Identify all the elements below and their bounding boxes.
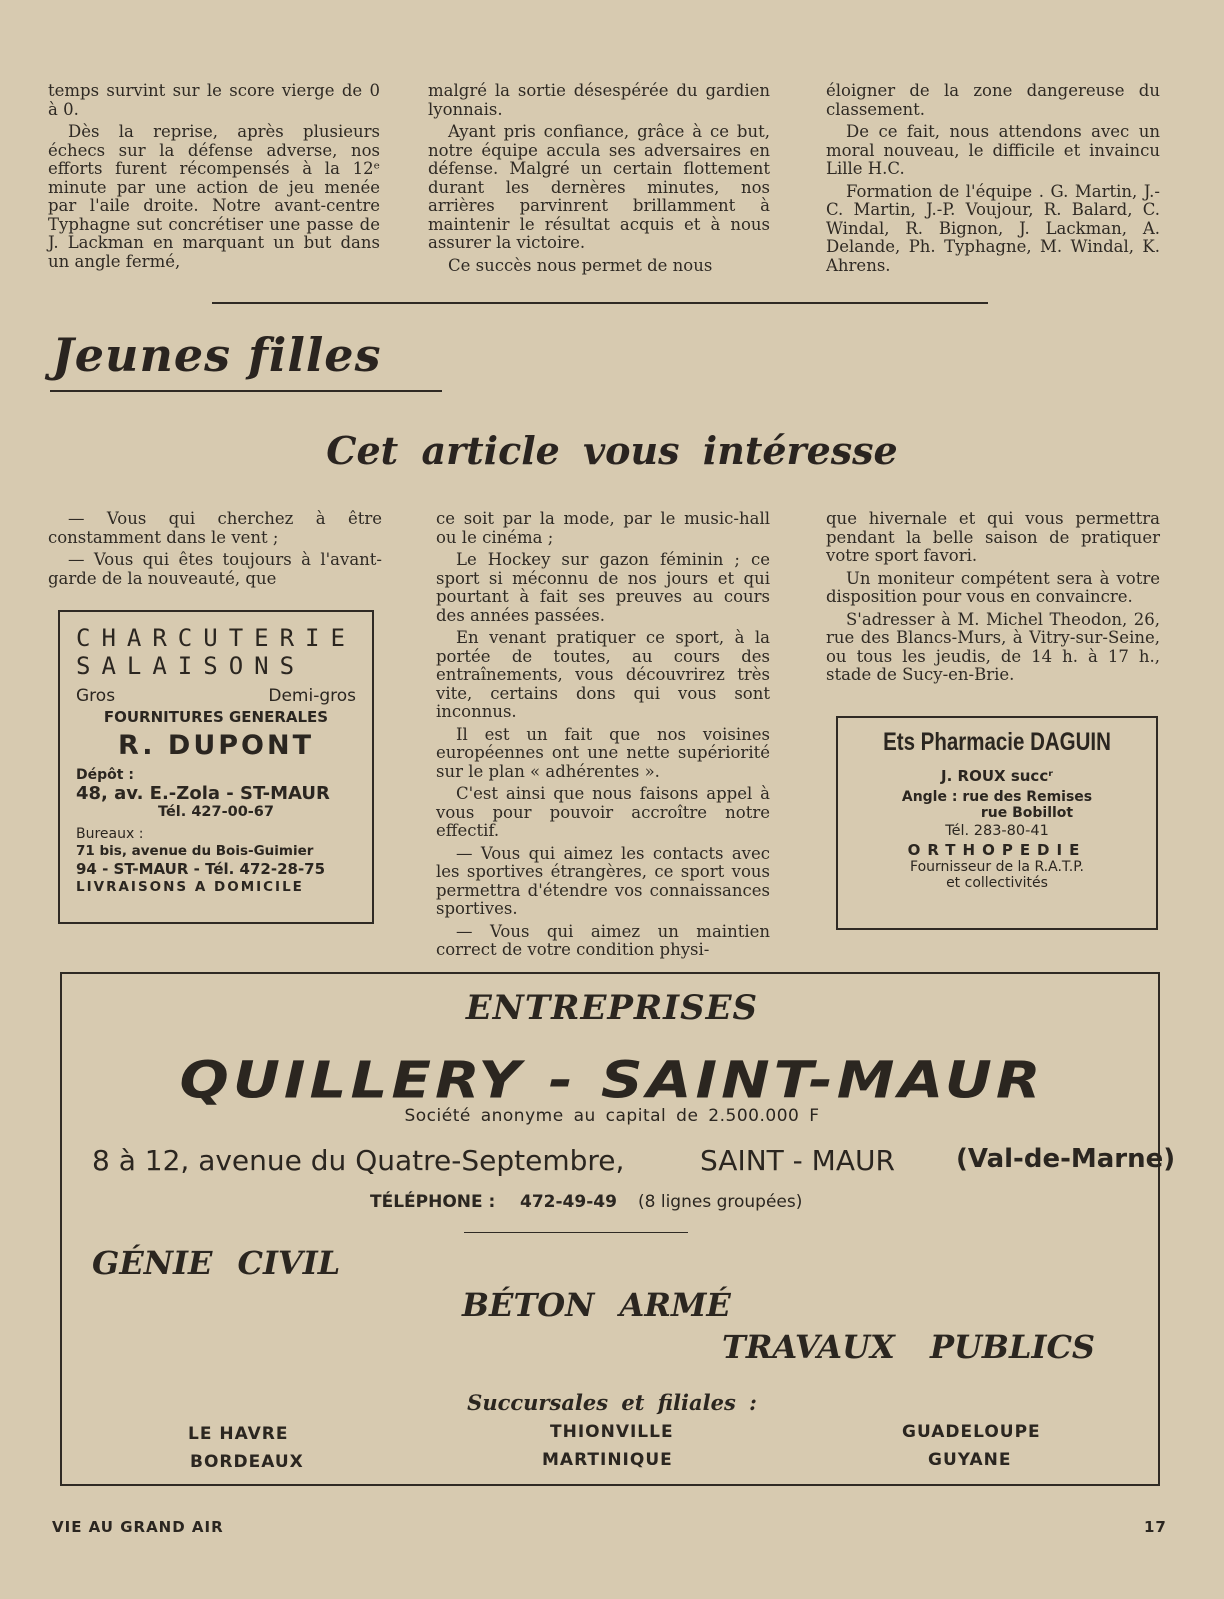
paragraph: Un moniteur compétent sera à votre disposition pour vous en convaincre. <box>826 568 1160 606</box>
paragraph: que hivernale et qui vous permettra pendant la belle saison de pratiquer votre sport favori. <box>826 509 1160 565</box>
ad-demi-gros: Demi-gros <box>268 686 356 706</box>
title-underline <box>50 390 442 392</box>
ad-tel: Tél. 427-00-67 <box>158 804 274 820</box>
paragraph: Ayant pris confiance, grâce à ce but, notre équipe accula ses adversaires en défense. Malgré un certain flottement durant les dernères minutes, nos arrières parvinrent brillamment à maintenir le résultat acquis et à nous assurer la victoire. <box>428 122 770 252</box>
ad-depot: Dépôt : <box>76 767 134 783</box>
ad-address: 48, av. E.-Zola - ST-MAUR <box>76 783 330 804</box>
footer-magazine: VIE AU GRAND AIR <box>52 1518 224 1536</box>
ad-row-gros <box>76 686 356 706</box>
paragraph: éloigner de la zone dangereuse du classement. <box>826 81 1160 119</box>
ad-line-salaisons: SALAISONS <box>76 652 306 680</box>
page-number: 17 <box>1144 1518 1167 1536</box>
ad-city-thionville: THIONVILLE <box>550 1422 674 1442</box>
article-column-1 <box>48 510 382 592</box>
paragraph: C'est ainsi que nous faisons appel à vous pour pouvoir accroître notre effectif. <box>436 784 770 840</box>
ad-fournitures: FOURNITURES GENERALES <box>103 708 329 726</box>
ad-f1: Fournisseur de la R.A.T.P. <box>910 859 1084 875</box>
paragraph: — Vous qui êtes toujours à l'avant-garde de la nouveauté, que <box>48 550 382 588</box>
ad-beton: BÉTON ARMÉ <box>462 1286 731 1324</box>
top-column-3 <box>826 82 1160 279</box>
ad-pharma-tel: Tél. 283-80-41 <box>945 823 1049 839</box>
paragraph: Le Hockey sur gazon féminin ; ce sport si méconnu de nos jours et qui pourtant à fait ses preuves au cours des années passées. <box>436 550 770 625</box>
ad-city-martinique: MARTINIQUE <box>542 1450 673 1470</box>
ad-city-le-havre: LE HAVRE <box>188 1424 289 1444</box>
ad-angle: Angle : rue des Remises <box>901 789 1093 805</box>
top-column-1 <box>48 82 380 275</box>
paragraph: ce soit par la mode, par le music-hall ou le cinéma ; <box>436 509 770 547</box>
ad-line-charcuterie: CHARCUTERIE <box>76 624 356 652</box>
section-title: Jeunes filles <box>52 328 382 382</box>
ad-succ: J. ROUX succʳ <box>941 767 1053 785</box>
ad-gros: Gros <box>76 686 116 706</box>
section-divider <box>212 302 988 304</box>
paragraph: De ce fait, nous attendons avec un moral nouveau, le difficile et invaincu Lille H.C. <box>826 122 1160 178</box>
ad-divider <box>464 1232 688 1233</box>
ad-f2: et collectivités <box>946 875 1048 891</box>
ad-societe: Société anonyme au capital de 2.500.000 F <box>404 1106 820 1126</box>
ad-pharmacie-name: Ets Pharmacie DAGUIN <box>883 728 1111 756</box>
paragraph: S'adresser à M. Michel Theodon, 26, rue des Blancs-Murs, à Vitry-sur-Seine, ou tous les jeudis, de 14 h. à 17 h., stade de Sucy-en-Brie. <box>826 609 1160 684</box>
paragraph: En venant pratiquer ce sport, à la portée de toutes, au cours des entraînements, vous découvrirez très vite, certains dons qui vous sont inconnus. <box>436 628 770 721</box>
ad-genie: GÉNIE CIVIL <box>92 1244 341 1282</box>
ad-dupont-name: R. DUPONT <box>117 730 315 761</box>
ad-region: (Val-de-Marne) <box>956 1144 1176 1174</box>
ad-angle2: rue Bobillot <box>980 805 1074 821</box>
ad-tel-note: (8 lignes groupées) <box>638 1192 803 1212</box>
ad-bureaux: Bureaux : <box>76 826 144 842</box>
ad-ortho: ORTHOPEDIE <box>907 841 1087 859</box>
paragraph: malgré la sortie désespérée du gardien lyonnais. <box>428 81 770 119</box>
paragraph: — Vous qui cherchez à être constamment dans le vent ; <box>48 509 382 547</box>
ad-tel-label: TÉLÉPHONE : <box>370 1192 496 1212</box>
ad-pharmacie <box>836 716 1158 930</box>
ad-b3: LIVRAISONS A DOMICILE <box>76 879 304 895</box>
ad-succursales: Succursales et filiales : <box>467 1390 757 1415</box>
paragraph: — Vous qui aimez un maintien correct de votre condition physi- <box>436 921 770 959</box>
paragraph: temps survint sur le score vierge de 0 à 0. <box>48 81 380 119</box>
article-column-3 <box>826 510 1160 689</box>
ad-tel-number: 472-49-49 <box>520 1192 617 1212</box>
paragraph: Formation de l'équipe . G. Martin, J.-C. Martin, J.-P. Voujour, R. Balard, C. Windal, R. Bignon, J. Lackman, A. Delande, Ph. Typhagne, M. Windal, K. Ahrens. <box>826 181 1160 275</box>
ad-city-bordeaux: BORDEAUX <box>190 1452 304 1472</box>
paragraph: — Vous qui aimez les contacts avec les sportives étrangères, ce sport vous permettra d'étendre vos connaissances sportives. <box>436 843 770 918</box>
ad-city-guyane: GUYANE <box>928 1450 1012 1470</box>
paragraph: Il est un fait que nos voisines européennes ont une nette supériorité sur le plan « adhérentes ». <box>436 724 770 781</box>
article-subtitle: Cet article vous intéresse <box>326 428 898 473</box>
ad-entreprises: ENTREPRISES <box>465 988 759 1028</box>
ad-dupont <box>58 610 374 924</box>
ad-travaux: TRAVAUX PUBLICS <box>722 1328 1096 1366</box>
paragraph: Ce succès nous permet de nous <box>448 255 713 275</box>
ad-b2: 94 - ST-MAUR - Tél. 472-28-75 <box>76 860 326 878</box>
top-column-2 <box>428 82 770 279</box>
ad-address: 8 à 12, avenue du Quatre-Septembre, <box>92 1144 625 1177</box>
paragraph: Dès la reprise, après plusieurs échecs sur la défense adverse, nos efforts furent récompensés à la 12ᵉ minute par une action de jeu menée par l'aile droite. Notre avant-centre Typhagne sut concrétiser une passe de J. Lackman en marquant un but dans un angle fermé, <box>48 122 380 271</box>
ad-city: SAINT - MAUR <box>700 1144 895 1177</box>
article-column-2 <box>436 510 770 964</box>
ad-city-guadeloupe: GUADELOUPE <box>902 1422 1041 1442</box>
ad-quillery-name: QUILLERY - SAINT-MAUR <box>179 1050 1045 1110</box>
ad-b1: 71 bis, avenue du Bois-Guimier <box>76 843 314 859</box>
